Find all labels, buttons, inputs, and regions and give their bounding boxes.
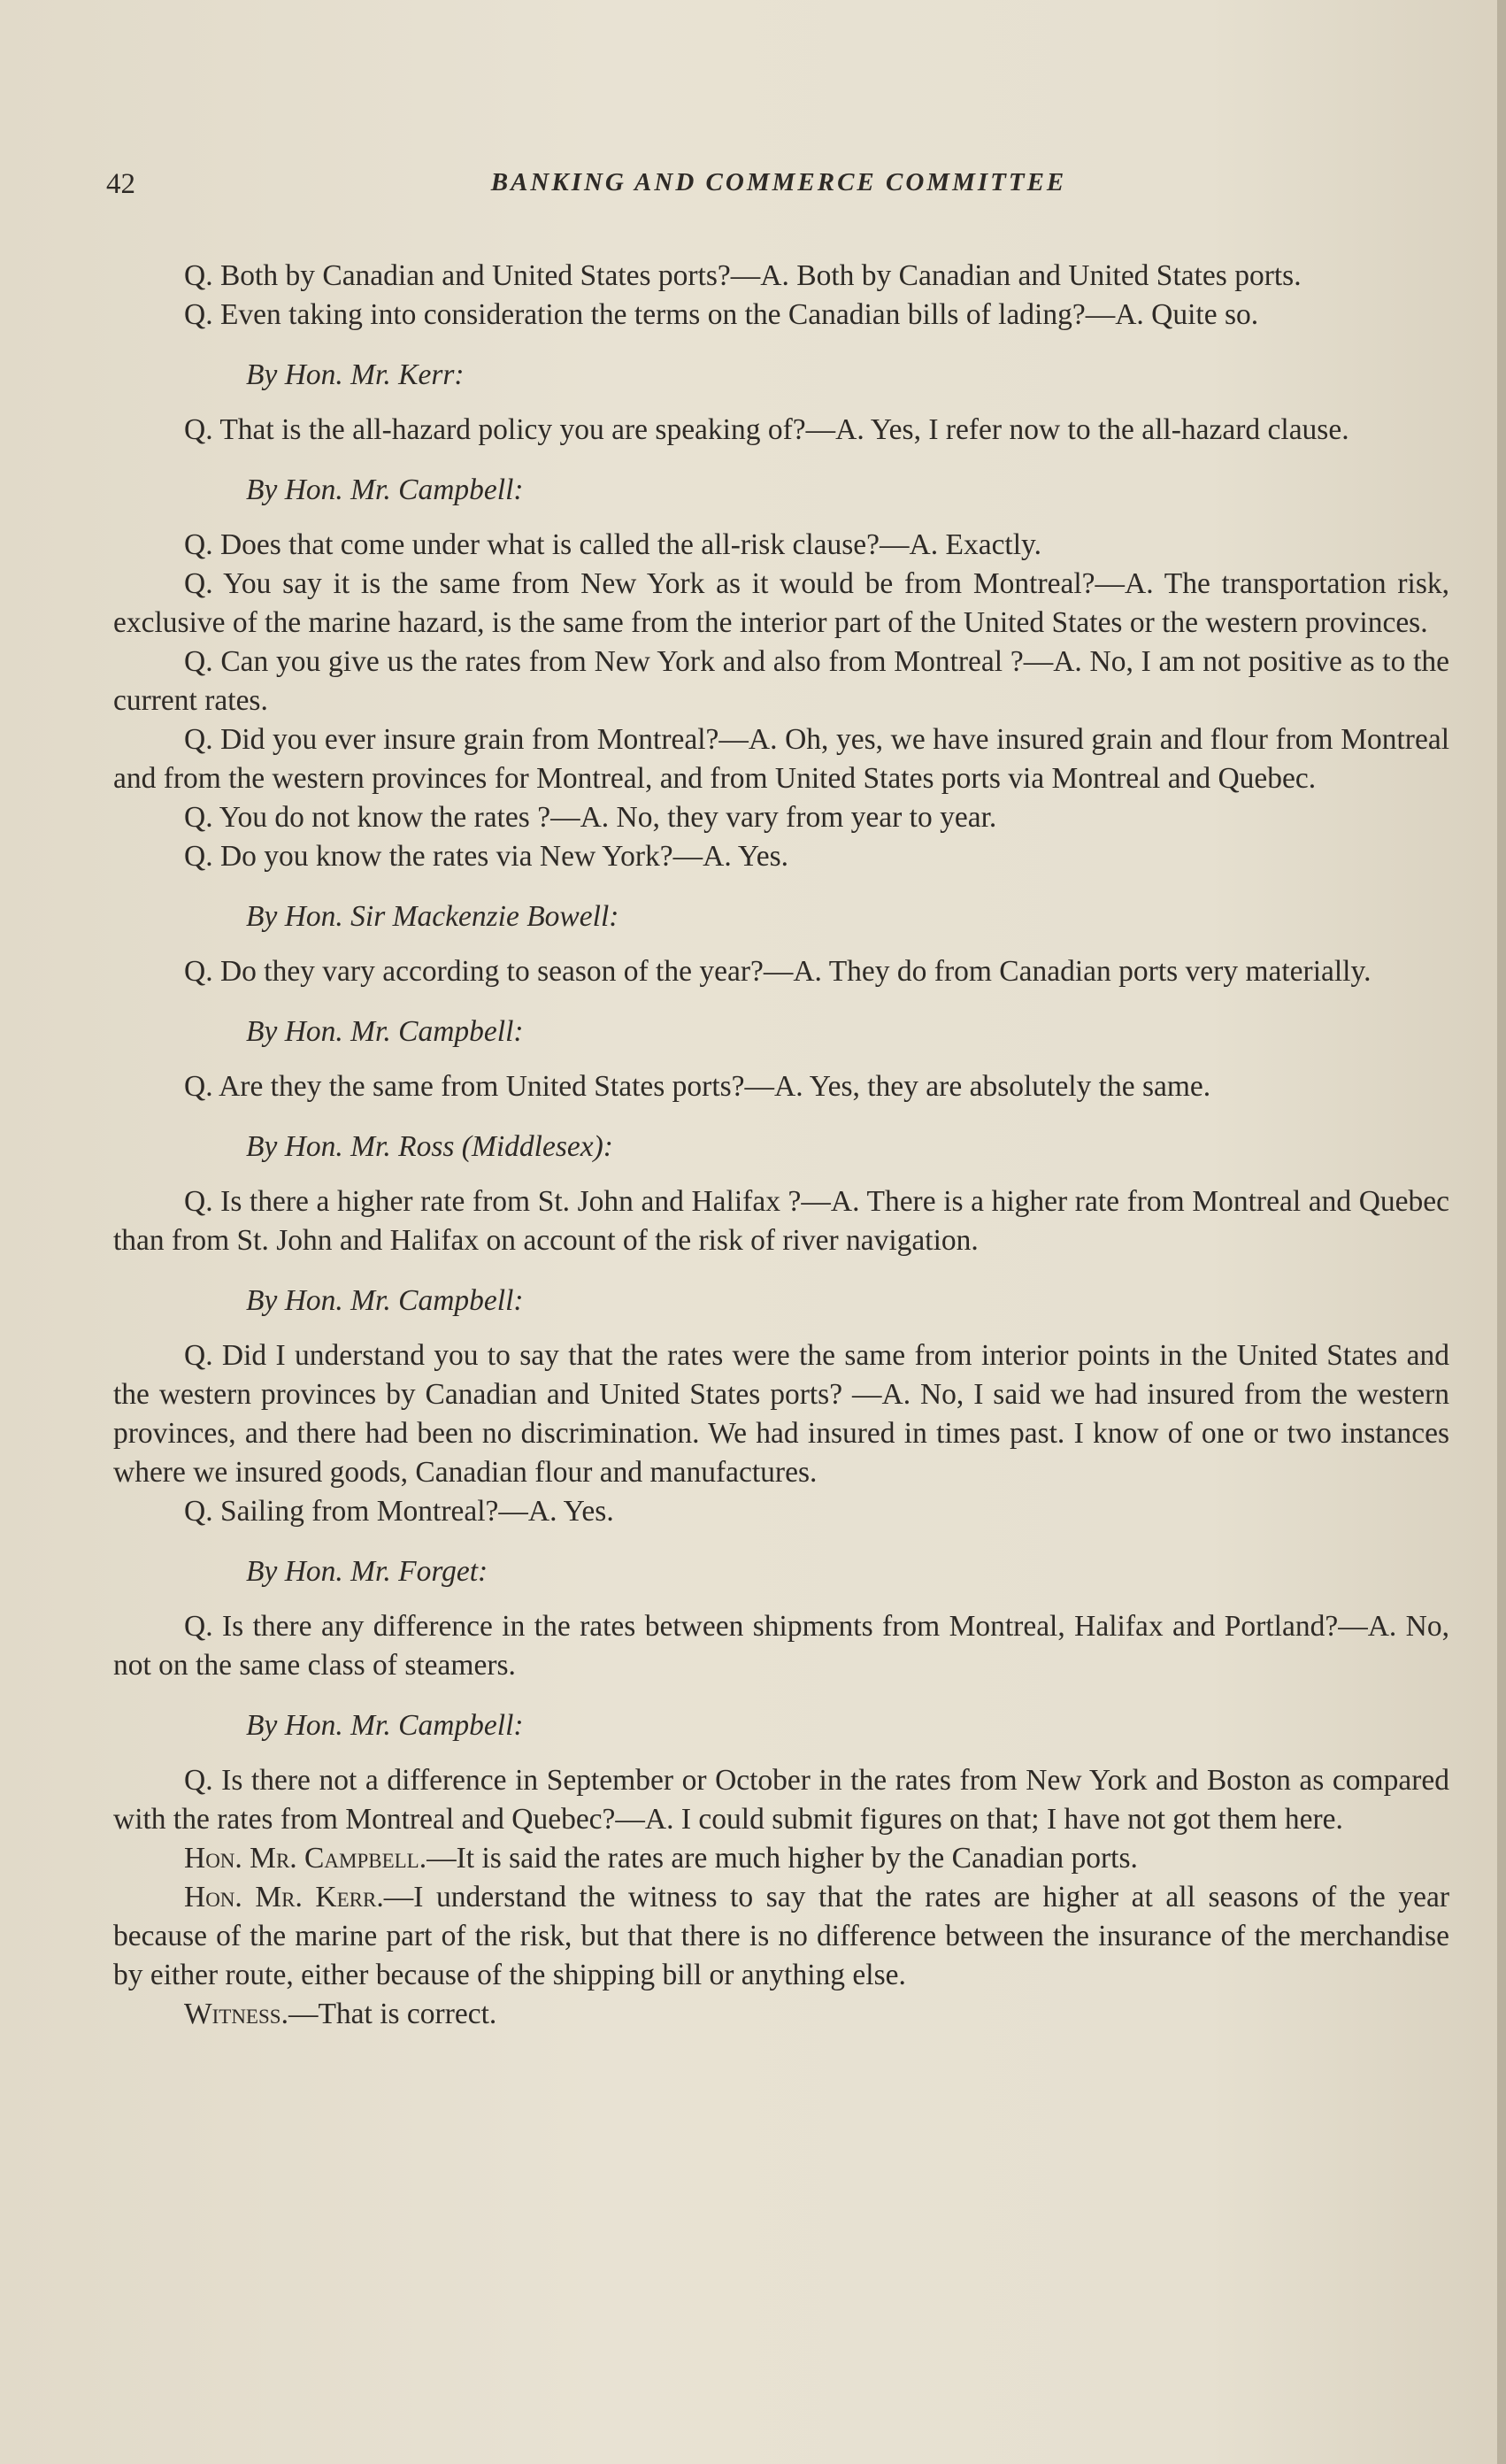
- paragraph: Q. Is there a higher rate from St. John and Halifax ?—A. There is a higher rate from Montreal and Quebec than from St. John and Halifax on account of the risk of river navigation.: [113, 1185, 1449, 1257]
- paragraph: Q. Is there any difference in the rates between shipments from Montreal, Halifax and Portland?—A. No, not on the same class of steamers.: [113, 1610, 1449, 1682]
- speaker-heading: By Hon. Sir Mackenzie Bowell:: [246, 900, 619, 933]
- statement-text: —That is correct.: [288, 1998, 497, 2030]
- paragraph: Q. Do they vary according to season of the year?—A. They do from Canadian ports very materially.: [184, 955, 1372, 988]
- speaker-heading: By Hon. Mr. Forget:: [246, 1555, 488, 1588]
- paragraph: Q. Even taking into consideration the terms on the Canadian bills of lading?—A. Quite so.: [184, 298, 1259, 331]
- speaker-name: Witness.: [184, 1998, 288, 2030]
- paragraph: Q. Sailing from Montreal?—A. Yes.: [184, 1495, 614, 1528]
- paragraph: Q. Both by Canadian and United States ports?—A. Both by Canadian and United States ports.: [184, 259, 1302, 292]
- statement-text: —I understand the witness to say that the rates are higher at all seasons of the year because of the marine part of the risk, but that there is no difference between the insurance of the merchandise by either route, either because of the shipping bill or anything else.: [113, 1881, 1449, 1991]
- speaker-heading: By Hon. Mr. Campbell:: [246, 474, 524, 506]
- paragraph: Q. Did you ever insure grain from Montreal?—A. Oh, yes, we have insured grain and flour from Montreal and from the western provinces for Montreal, and from United States ports via Montreal and Quebec.: [113, 723, 1449, 795]
- paragraph: Q. You say it is the same from New York as it would be from Montreal?—A. The transportation risk, exclusive of the marine hazard, is the same from the interior part of the United States or the western provinces.: [113, 567, 1449, 639]
- speaker-name: Hon. Mr. Kerr.: [184, 1881, 384, 1913]
- speaker-heading: By Hon. Mr. Ross (Middlesex):: [246, 1130, 613, 1163]
- page-number: 42: [106, 168, 135, 200]
- speaker-heading: By Hon. Mr. Campbell:: [246, 1015, 524, 1048]
- speaker-heading: By Hon. Mr. Kerr:: [246, 358, 465, 391]
- paragraph: Q. Does that come under what is called the all-risk clause?—A. Exactly.: [184, 528, 1041, 561]
- transcript-body: [113, 257, 1449, 2034]
- speaker-heading: By Hon. Mr. Campbell:: [246, 1284, 524, 1317]
- paragraph: Q. Do you know the rates via New York?—A. Yes.: [184, 840, 788, 873]
- statement-text: —It is said the rates are much higher by the Canadian ports.: [426, 1842, 1138, 1875]
- paragraph: Q. Is there not a difference in September or October in the rates from New York and Boston as compared with the rates from Montreal and Quebec?—A. I could submit figures on that; I have not got them here.: [113, 1764, 1449, 1836]
- statement-paragraph: [113, 1839, 1449, 1878]
- statement-paragraph: [113, 1995, 1449, 2034]
- running-head: BANKING AND COMMERCE COMMITTEE: [490, 168, 1067, 196]
- paragraph: Q. Can you give us the rates from New York and also from Montreal ?—A. No, I am not positive as to the current rates.: [113, 645, 1449, 717]
- statement-paragraph: [113, 1878, 1449, 1995]
- page-edge: [1497, 0, 1506, 2464]
- paragraph: Q. You do not know the rates ?—A. No, they vary from year to year.: [184, 801, 997, 834]
- speaker-name: Hon. Mr. Campbell.: [184, 1842, 427, 1875]
- page-header: [106, 168, 1451, 212]
- paragraph: Q. Are they the same from United States ports?—A. Yes, they are absolutely the same.: [184, 1070, 1211, 1103]
- paragraph: Q. Did I understand you to say that the rates were the same from interior points in the United States and the western provinces by Canadian and United States ports? —A. No, I said we had insured from the western provinces, and there had been no discrimination. We had insured in times past. I know of one or two instances where we insured goods, Canadian flour and manufactures.: [113, 1339, 1449, 1489]
- speaker-heading: By Hon. Mr. Campbell:: [246, 1709, 524, 1742]
- paragraph: Q. That is the all-hazard policy you are speaking of?—A. Yes, I refer now to the all-hazard clause.: [184, 413, 1349, 446]
